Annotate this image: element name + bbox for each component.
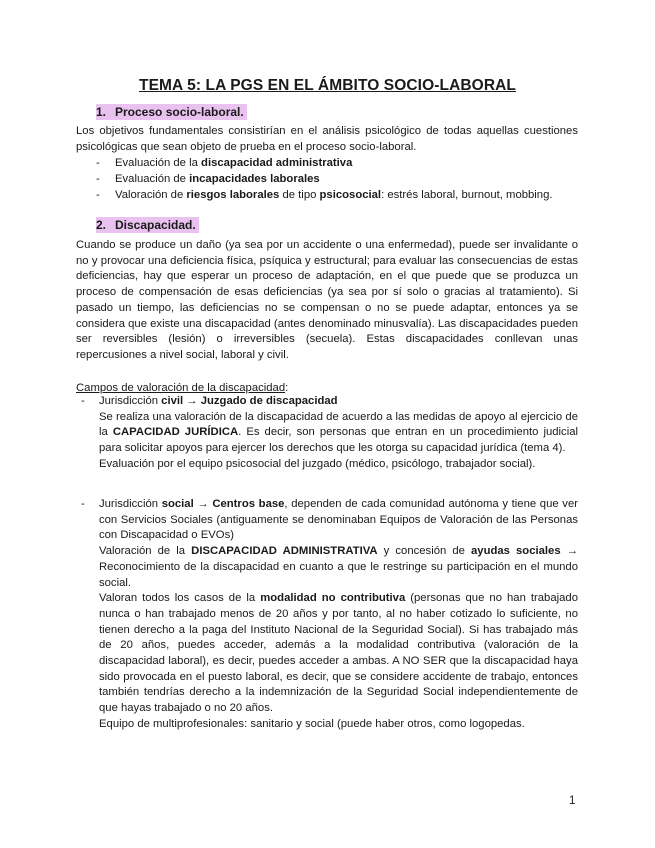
section-2-title: Discapacidad. bbox=[115, 218, 196, 232]
jurisdiccion-civil-title: Jurisdicción civil → Juzgado de discapacidad bbox=[99, 395, 338, 407]
jurisdiccion-social-block bbox=[99, 497, 578, 733]
jurisdiccion-social-modalidad: Valoran todos los casos de la modalidad no contributiva (personas que no han trabajado nunca o han trabajado menos de 20 años y por tanto, al no haber cotizado lo suficiente, no tienen derecho a la paga del Instituto Nacional de la Seguridad Social). Si has trabajado más de 20 años, puedes acceder, además a la modalidad contributiva (valoración de la discapacidad laboral), es decir, puedes acceder a ambas. A NO SER que la discapacidad haya sido provocada en el puesto laboral, es decir, que se considere accidente de trabajo, entonces también tendrías derecho a la indemnización de la Seguridad Social independientemente de que hayas trabajado o no 20 años. bbox=[99, 592, 578, 715]
section-1-heading bbox=[96, 104, 247, 120]
section-1-title: Proceso socio-laboral. bbox=[115, 105, 244, 119]
section-2-number: 2. bbox=[96, 218, 107, 232]
section-2-paragraph: Cuando se produce un daño (ya sea por un accidente o una enfermedad), puede ser invalidante o no y provocar una deficiencia física, psíquica y estructural; para evaluar las consecuencias de estas deficiencias, hay que esperar un proceso de adaptación, en el que puede que se produzca un proceso de compensación de esas deficiencias (ya sea por sí solo o gracias al tratamiento). Si pasado un tiempo, las deficiencias no se compensan o no se puede adaptar, entonces ya se considera que existe una discapacidad (antes denominado minusvalía). Las discapacidades pueden ser reversibles (lesión) o irreversibles (secuela). Estas discapacidades conllevan unas repercusiones a nivel social, laboral y civil. bbox=[76, 239, 578, 361]
jurisdiccion-civil-desc: Se realiza una valoración de la discapacidad de acuerdo a las medidas de apoyo al ejercicio de la CAPACIDAD JURÍDICA. Es decir, son personas que entran en un procedimiento judicial para solicitar apoyos para ejercer los derechos que les otorga su capacidad jurídica (tema 4). bbox=[99, 410, 578, 455]
list-dash: - bbox=[81, 395, 85, 407]
page-title: TEMA 5: LA PGS EN EL ÁMBITO SOCIO-LABORAL bbox=[139, 77, 516, 94]
section-1-intro: Los objetivos fundamentales consistirían en el análisis psicológico de todas aquellas cuestiones psicológicas que sean objeto de prueba en el proceso socio-laboral. bbox=[76, 125, 578, 153]
jurisdiccion-civil-block bbox=[99, 394, 578, 473]
jurisdiccion-social-valoracion: Valoración de la DISCAPACIDAD ADMINISTRATIVA y concesión de ayudas sociales → Reconocimiento de la discapacidad en cuanto a que le restringe su participación en el mundo social. bbox=[99, 545, 578, 589]
section-2-heading bbox=[96, 217, 199, 233]
document-page: TEMA 5: LA PGS EN EL ÁMBITO SOCIO-LABORAL 1. Proceso socio-laboral. Los objetivos fundamentales consistirían en el análisis psicológico de todas aquellas cuestiones psicológicas que sean objeto de prueba en el proceso socio-laboral. - Evaluación de la discapacidad administrativa - Evaluación de incapacidades laborales - Valoración de riesgos laborales de tipo psicosocial: estrés laboral, burnout, mobbing. 2. Discapacidad. Cuando se produce un daño (ya sea por un accidente o una enfermedad), puede ser invalidante o no y provocar una deficiencia física, psíquica y estructural; para evaluar las consecuencias de estas deficiencias, hay que esperar un proceso de adaptación, en el que puede que se produzca un proceso de compensación de esas deficiencias (ya sea por sí solo o gracias al tratamiento). Si pasado un tiempo, las deficiencias no se compensan o no se puede adaptar, entonces ya se considera que existe una discapacidad (antes denominado minusvalía). Las discapacidades pueden ser reversibles (lesión) o irreversibles (secuela). Estas discapacidades conllevan unas repercusiones a nivel social, laboral y civil. Campos de valoración de la discapacidad: - Jurisdicción civil → Juzgado de discapacidad Se realiza una valoración de la discapacidad de acuerdo a las medidas de apoyo al ejercicio de la CAPACIDAD JURÍDICA. Es decir, son personas que entran en un procedimiento judicial para solicitar apoyos para ejercer los derechos que les otorga su capacidad jurídica (tema 4). Evaluación por el equipo psicosocial del juzgado (médico, psicólogo, trabajador social). - Jurisdicción social → Centros base, dependen de cada comunidad autónoma y tiene que ver con Servicios Sociales (antiguamente se denominaban Equipos de Valoración de las Personas con Discapacidad o EVOs) Valoración de la DISCAPACIDAD ADMINISTRATIVA y concesión de ayudas sociales → Reconocimiento de la discapacidad en cuanto a que le restringe su participación en el mundo social. Valoran todos los casos de la modalidad no contributiva (personas que no han trabajado nunca o han trabajado menos de 20 años y por tanto, al no haber cotizado lo suficiente, no tienen derecho a la paga del Instituto Nacional de la Seguridad Social). Si has trabajado más de 20 años, puedes acceder, además a la modalidad contributiva (valoración de la discapacidad laboral), es decir, puedes acceder a ambas. A NO SER que la discapacidad haya sido provocada en el puesto laboral, es decir, que se considere accidente de trabajo, entonces también tendrías derecho a la indemnización de la Seguridad Social independientemente de que hayas trabajado o no 20 años. Equipo de multiprofesionales: sanitario y social (puede haber otros, como logopedas. 1 bbox=[0, 0, 655, 848]
campos-heading: Campos de valoración de la discapacidad: bbox=[76, 382, 289, 394]
section-1-number: 1. bbox=[96, 105, 107, 119]
page-number: 1 bbox=[569, 795, 576, 807]
jurisdiccion-social-equipo: Equipo de multiprofesionales: sanitario y social (puede haber otros, como logopedas. bbox=[99, 717, 525, 730]
list-dash: - bbox=[81, 498, 85, 510]
jurisdiccion-civil-equipo: Evaluación por el equipo psicosocial del juzgado (médico, psicólogo, trabajador social). bbox=[99, 457, 536, 470]
jurisdiccion-social-title: Jurisdicción social → Centros base, dependen de cada comunidad autónoma y tiene que ver con Servicios Sociales (antiguamente se denominaban Equipos de Valoración de las Personas con Discapacidad o EVOs) bbox=[99, 498, 579, 542]
